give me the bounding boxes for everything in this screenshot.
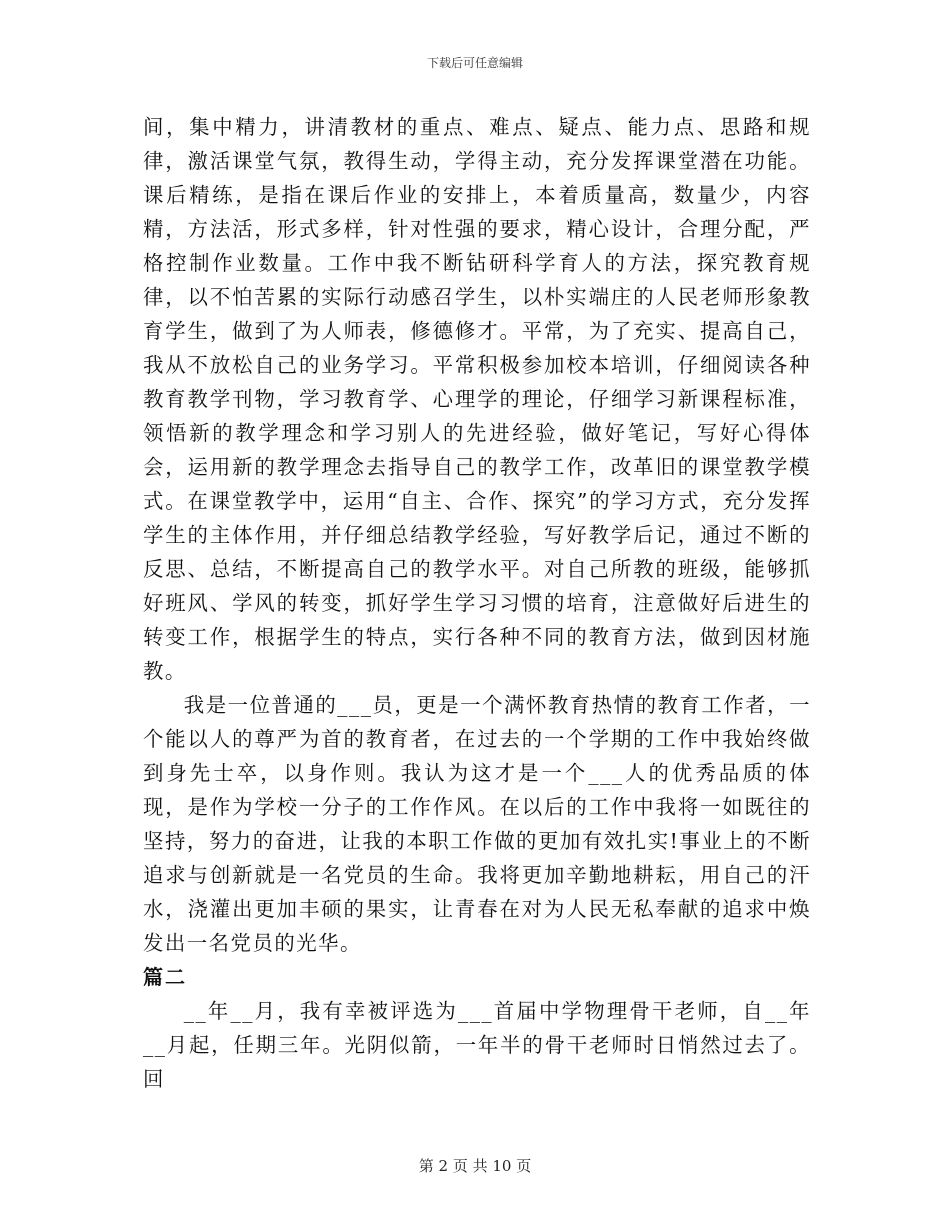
paragraph-continued: 间，集中精力，讲清教材的重点、难点、疑点、能力点、思路和规律，激活课堂气氛，教得生动，学得主动，充分发挥课堂潜在功能。课后精练，是指在课后作业的安排上，本着质量高，数量少，内容精，方法活，形式多样，针对性强的要求，精心设计，合理分配，严格控制作业数量。工作中我不断钻研科学育人的方法，探究教育规律，以不怕苦累的实际行动感召学生，以朴实端庄的人民老师形象教育学生，做到了为人师表，修德修才。平常，为了充实、提高自己，我从不放松自己的业务学习。平常积极参加校本培训，仔细阅读各种教育教学刊物，学习教育学、心理学的理论，仔细学习新课程标准，领悟新的教学理念和学习别人的先进经验，做好笔记，写好心得体会，运用新的教学理念去指导自己的教学工作，改革旧的课堂教学模式。在课堂教学中，运用“自主、合作、探究”的学习方式，充分发挥学生的主体作用，并仔细总结教学经验，写好教学后记，通过不断的反思、总结，不断提高自己的教学水平。对自己所教的班级，能够抓好班风、学风的转变，抓好学生学习习惯的培育，注意做好后进生的转变工作，根据学生的特点，实行各种不同的教育方法，做到因材施教。 xyxy=(143,115,811,683)
page-header: 下载后可任意编辑 xyxy=(426,56,523,70)
page-number-footer: 第 2 页 共 10 页 xyxy=(418,1157,532,1175)
paragraph-party-member: 我是一位普通的___员，更是一个满怀教育热情的教育工作者，一个能以人的尊严为首的教育者，在过去的一个学期的工作中我始终做到身先士卒，以身作则。我认为这才是一个___人的优秀品质的体现，是作为学校一分子的工作作风。在以后的工作中我将一如既往的坚持，努力的奋进，让我的本职工作做的更加有效扎实!事业上的不断追求与创新就是一名党员的生命。我将更加辛勤地耕耘，用自己的汗水，浇灌出更加丰硕的果实，让青春在对为人民无私奉献的追求中焕发出一名党员的光华。 xyxy=(143,693,811,955)
document-body xyxy=(143,110,811,1096)
section-paragraph: __年__月，我有幸被评选为___首届中学物理骨干老师，自__年__月起，任期三年。光阴似箭，一年半的骨干老师时日悄然过去了。回 xyxy=(143,999,811,1091)
section-title: 篇二 xyxy=(143,965,187,989)
